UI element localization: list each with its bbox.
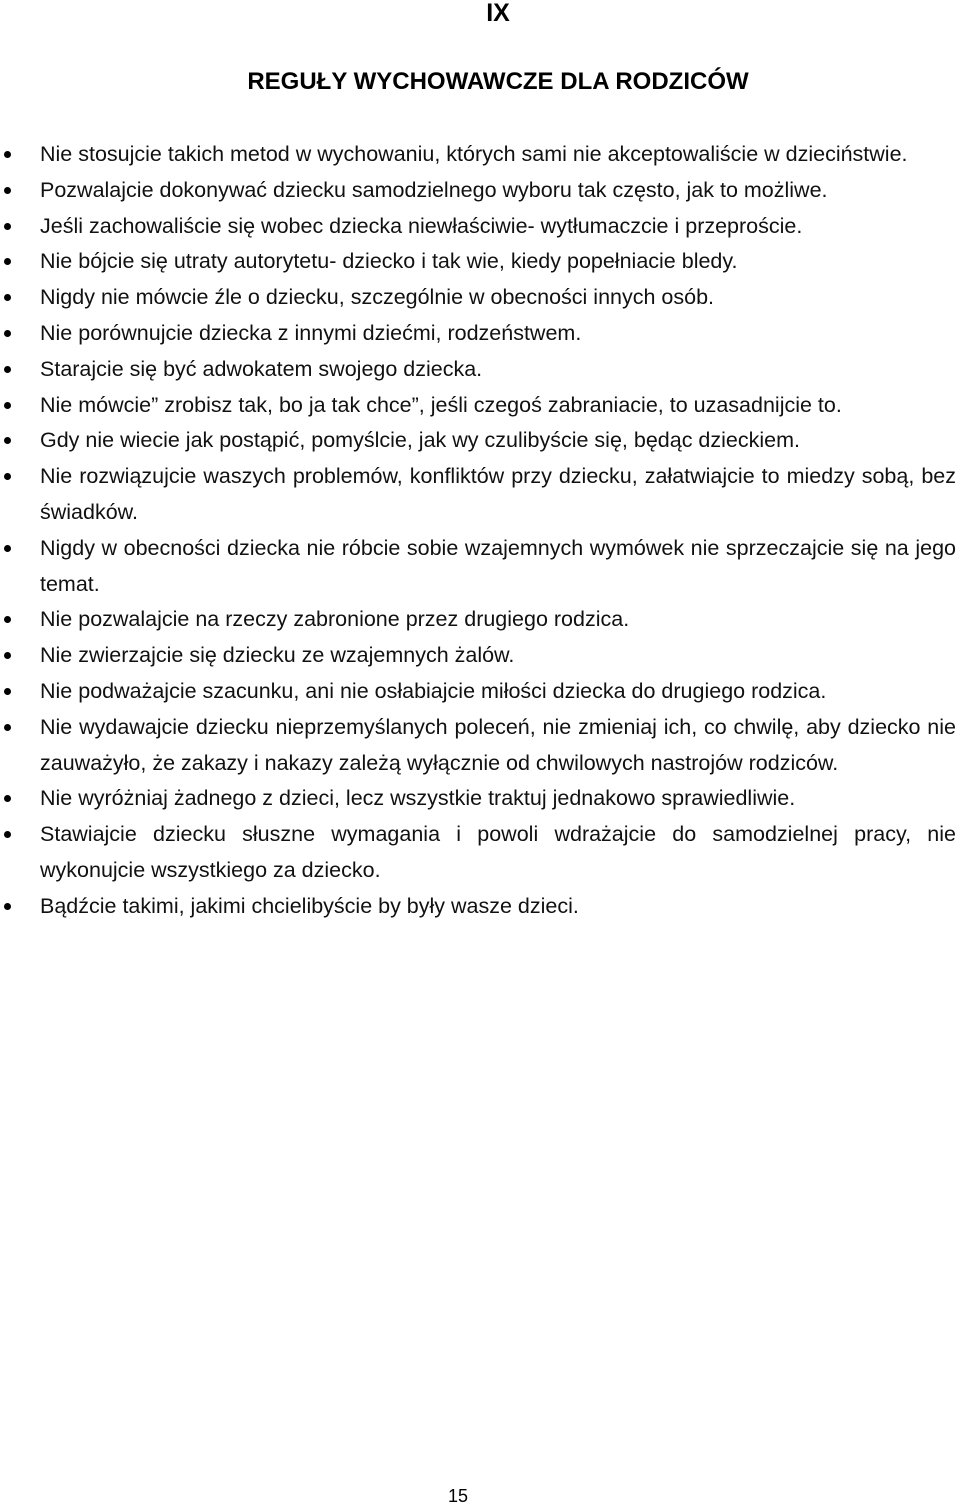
list-item bbox=[0, 423, 956, 459]
list-item bbox=[0, 531, 956, 603]
list-item bbox=[0, 173, 956, 209]
rule-text: Nie porównujcie dziecka z innymi dziećmi, rodzeństwem. bbox=[40, 320, 582, 345]
rule-text: Nie wydawajcie dziecku nieprzemyślanych poleceń, nie zmieniaj ich, co chwilę, aby dziecko nie zauważyło, że zakazy i nakazy zależą wyłącznie od chwilowych nastrojów rodziców. bbox=[40, 714, 956, 775]
list-item bbox=[0, 352, 956, 388]
rule-text: Jeśli zachowaliście się wobec dziecka niewłaściwie- wytłumaczcie i przeproście. bbox=[40, 213, 803, 238]
list-item bbox=[0, 674, 956, 710]
list-item bbox=[0, 889, 956, 925]
bullet-icon bbox=[4, 437, 11, 444]
rule-text: Nie stosujcie takich metod w wychowaniu, których sami nie akceptowaliście w dzieciństwie. bbox=[40, 142, 908, 166]
rule-text: Nie wyróżniaj żadnego z dzieci, lecz wszystkie traktuj jednakowo sprawiedliwie. bbox=[40, 786, 796, 811]
bullet-icon bbox=[4, 795, 11, 802]
list-item bbox=[0, 209, 956, 245]
list-item bbox=[0, 781, 956, 817]
list-item bbox=[0, 710, 956, 782]
bullet-icon bbox=[4, 688, 11, 695]
list-item bbox=[0, 638, 956, 674]
list-item bbox=[0, 459, 956, 531]
bullet-icon bbox=[4, 223, 11, 230]
bullet-icon bbox=[4, 258, 11, 265]
rule-text: Pozwalajcie dokonywać dziecku samodzielnego wyboru tak często, jak to możliwe. bbox=[40, 177, 828, 202]
list-item bbox=[0, 817, 956, 889]
list-item bbox=[0, 244, 956, 280]
page-number: 15 bbox=[447, 1486, 469, 1506]
bullet-icon bbox=[4, 151, 11, 158]
bullet-icon bbox=[4, 545, 11, 552]
rule-text: Nigdy w obecności dziecka nie róbcie sobie wzajemnych wymówek nie sprzeczajcie się na jego temat. bbox=[40, 535, 956, 596]
rule-text: Nie podważajcie szacunku, ani nie osłabiajcie miłości dziecka do drugiego rodzica. bbox=[40, 678, 827, 703]
bullet-icon bbox=[4, 652, 11, 659]
rule-text: Nie pozwalajcie na rzeczy zabronione przez drugiego rodzica. bbox=[40, 607, 630, 632]
rule-text: Starajcie się być adwokatem swojego dziecka. bbox=[40, 356, 483, 381]
bullet-icon bbox=[4, 724, 11, 731]
bullet-icon bbox=[4, 366, 11, 373]
rule-text: Nie rozwiązujcie waszych problemów, konfliktów przy dziecku, załatwiajcie to miedzy sobą, bez świadków. bbox=[40, 464, 956, 524]
rule-text: Gdy nie wiecie jak postąpić, pomyślcie, jak wy czulibyście się, będąc dzieckiem. bbox=[40, 428, 800, 453]
rule-text: Nie zwierzajcie się dziecku ze wzajemnych żalów. bbox=[40, 643, 515, 668]
chapter-number: IX bbox=[486, 0, 510, 27]
rule-text: Nigdy nie mówcie źle o dziecku, szczególnie w obecności innych osób. bbox=[40, 285, 715, 310]
rules-list bbox=[0, 137, 956, 925]
list-item bbox=[0, 388, 956, 424]
bullet-icon bbox=[4, 402, 11, 409]
rule-text: Bądźcie takimi, jakimi chcielibyście by były wasze dzieci. bbox=[40, 893, 579, 918]
bullet-icon bbox=[4, 903, 11, 910]
bullet-icon bbox=[4, 330, 11, 337]
rule-text: Nie bójcie się utraty autorytetu- dziecko i tak wie, kiedy popełniacie bledy. bbox=[40, 249, 738, 274]
list-item bbox=[0, 316, 956, 352]
bullet-icon bbox=[4, 187, 11, 194]
page-title: REGUŁY WYCHOWAWCZE DLA RODZICÓW bbox=[247, 68, 749, 95]
rule-text: Stawiajcie dziecku słuszne wymagania i powoli wdrażajcie do samodzielnej pracy, nie wykonujcie wszystkiego za dziecko. bbox=[40, 822, 956, 882]
bullet-icon bbox=[4, 616, 11, 623]
rule-text: Nie mówcie” zrobisz tak, bo ja tak chce”, jeśli czegoś zabraniacie, to uzasadnijcie to. bbox=[40, 392, 842, 417]
list-item bbox=[0, 280, 956, 316]
bullet-icon bbox=[4, 294, 11, 301]
bullet-icon bbox=[4, 473, 11, 480]
list-item bbox=[0, 137, 956, 173]
list-item bbox=[0, 602, 956, 638]
bullet-icon bbox=[4, 831, 11, 838]
